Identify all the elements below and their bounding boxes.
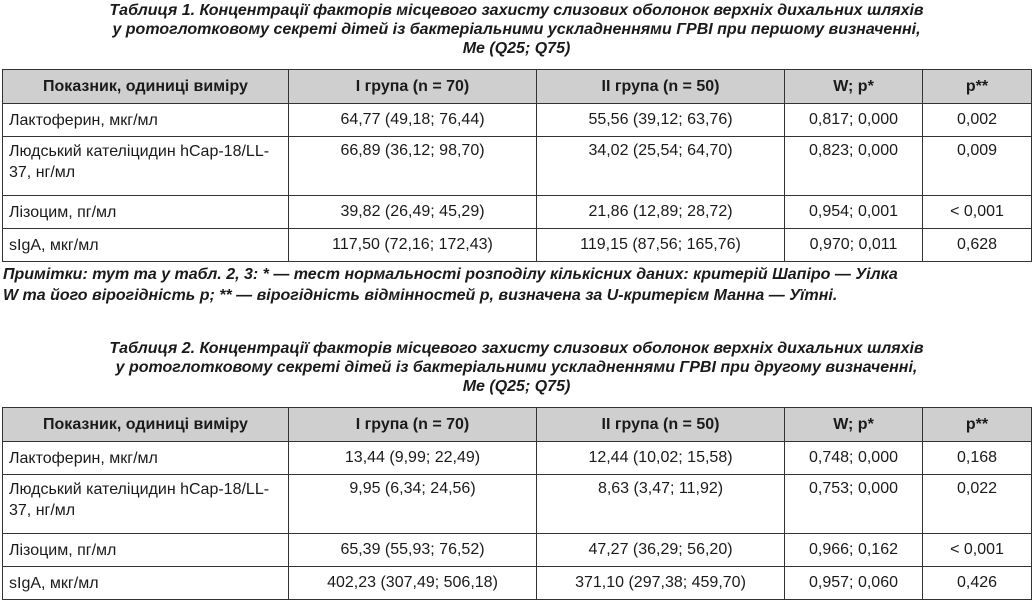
- cell-indicator: Лактоферин, мкг/мл: [3, 104, 289, 137]
- cell-group-2: 8,63 (3,47; 11,92): [537, 475, 785, 534]
- caption-line: у ротоглотковому секреті дітей із бактеріальними ускладненнями ГРВІ при другому визначенні,: [115, 359, 918, 376]
- cell-indicator: Людський кателіцидин hCap-18/LL-37, нг/мл: [3, 475, 289, 534]
- header-group-1: I група (n = 70): [289, 70, 537, 104]
- header-group-1: I група (n = 70): [289, 408, 537, 442]
- note-line: Примітки: тут та у табл. 2, 3: * — тест нормальності розподілу кількісних даних: критерій Шапіро — Уілка: [3, 266, 898, 283]
- header-row: [3, 408, 1032, 442]
- table-2-caption: [0, 339, 1033, 396]
- header-indicator: Показник, одиниці виміру: [3, 70, 289, 104]
- cell-indicator: Лізоцим, пг/мл: [3, 196, 289, 229]
- header-p: p**: [923, 408, 1032, 442]
- cell-group-2: 371,10 (297,38; 459,70): [537, 567, 785, 600]
- header-row: [3, 70, 1032, 104]
- cell-p: < 0,001: [923, 196, 1032, 229]
- header-p: p**: [923, 70, 1032, 104]
- cell-w-p: 0,957; 0,060: [785, 567, 923, 600]
- cell-w-p: 0,954; 0,001: [785, 196, 923, 229]
- cell-group-1: 64,77 (49,18; 76,44): [289, 104, 537, 137]
- cell-p: < 0,001: [923, 534, 1032, 567]
- caption-line: Таблиця 2. Концентрації факторів місцевого захисту слизових оболонок верхніх дихальних шляхів: [109, 340, 924, 357]
- cell-group-1: 39,82 (26,49; 45,29): [289, 196, 537, 229]
- cell-group-1: 13,44 (9,99; 22,49): [289, 442, 537, 475]
- table-row: [3, 534, 1032, 567]
- cell-group-1: 66,89 (36,12; 98,70): [289, 137, 537, 196]
- header-group-2: II група (n = 50): [537, 408, 785, 442]
- cell-p: 0,022: [923, 475, 1032, 534]
- cell-w-p: 0,817; 0,000: [785, 104, 923, 137]
- cell-p: 0,426: [923, 567, 1032, 600]
- header-w-p: W; p*: [785, 408, 923, 442]
- cell-p: 0,009: [923, 137, 1032, 196]
- header-w-p: W; p*: [785, 70, 923, 104]
- cell-w-p: 0,966; 0,162: [785, 534, 923, 567]
- caption-line: у ротоглотковому секреті дітей із бактеріальними ускладненнями ГРВІ при першому визначенні,: [112, 21, 921, 38]
- cell-group-1: 402,23 (307,49; 506,18): [289, 567, 537, 600]
- cell-p: 0,002: [923, 104, 1032, 137]
- cell-w-p: 0,753; 0,000: [785, 475, 923, 534]
- cell-group-2: 47,27 (36,29; 56,20): [537, 534, 785, 567]
- caption-line: Таблиця 1. Концентрації факторів місцевого захисту слизових оболонок верхніх дихальних шляхів: [109, 2, 924, 19]
- caption-line: Me (Q25; Q75): [462, 40, 571, 57]
- cell-w-p: 0,748; 0,000: [785, 442, 923, 475]
- table-row: [3, 229, 1032, 262]
- table-row: [3, 104, 1032, 137]
- cell-p: 0,628: [923, 229, 1032, 262]
- cell-w-p: 0,823; 0,000: [785, 137, 923, 196]
- cell-group-2: 119,15 (87,56; 165,76): [537, 229, 785, 262]
- cell-indicator: sIgA, мкг/мл: [3, 567, 289, 600]
- cell-group-1: 9,95 (6,34; 24,56): [289, 475, 537, 534]
- note-line: W та його вірогідність р; ** — вірогідність відмінностей р, визначена за U-критерієм Манна — Уїтні.: [3, 287, 838, 304]
- header-indicator: Показник, одиниці виміру: [3, 408, 289, 442]
- cell-w-p: 0,970; 0,011: [785, 229, 923, 262]
- table-row: [3, 442, 1032, 475]
- caption-line: Me (Q25; Q75): [462, 378, 571, 395]
- table-2: [2, 407, 1032, 600]
- table-row: [3, 137, 1032, 196]
- cell-indicator: Людський кателіцидин hCap-18/LL-37, нг/мл: [3, 137, 289, 196]
- cell-p: 0,168: [923, 442, 1032, 475]
- cell-group-2: 34,02 (25,54; 64,70): [537, 137, 785, 196]
- table-1: [2, 69, 1032, 262]
- cell-group-1: 117,50 (72,16; 172,43): [289, 229, 537, 262]
- header-group-2: II група (n = 50): [537, 70, 785, 104]
- table-row: [3, 196, 1032, 229]
- cell-group-2: 12,44 (10,02; 15,58): [537, 442, 785, 475]
- table-row: [3, 567, 1032, 600]
- cell-group-2: 55,56 (39,12; 63,76): [537, 104, 785, 137]
- table-notes: [3, 264, 1031, 306]
- table-row: [3, 475, 1032, 534]
- cell-group-1: 65,39 (55,93; 76,52): [289, 534, 537, 567]
- cell-indicator: Лізоцим, пг/мл: [3, 534, 289, 567]
- cell-indicator: Лактоферин, мкг/мл: [3, 442, 289, 475]
- cell-group-2: 21,86 (12,89; 28,72): [537, 196, 785, 229]
- cell-indicator: sIgA, мкг/мл: [3, 229, 289, 262]
- table-1-caption: [0, 1, 1033, 58]
